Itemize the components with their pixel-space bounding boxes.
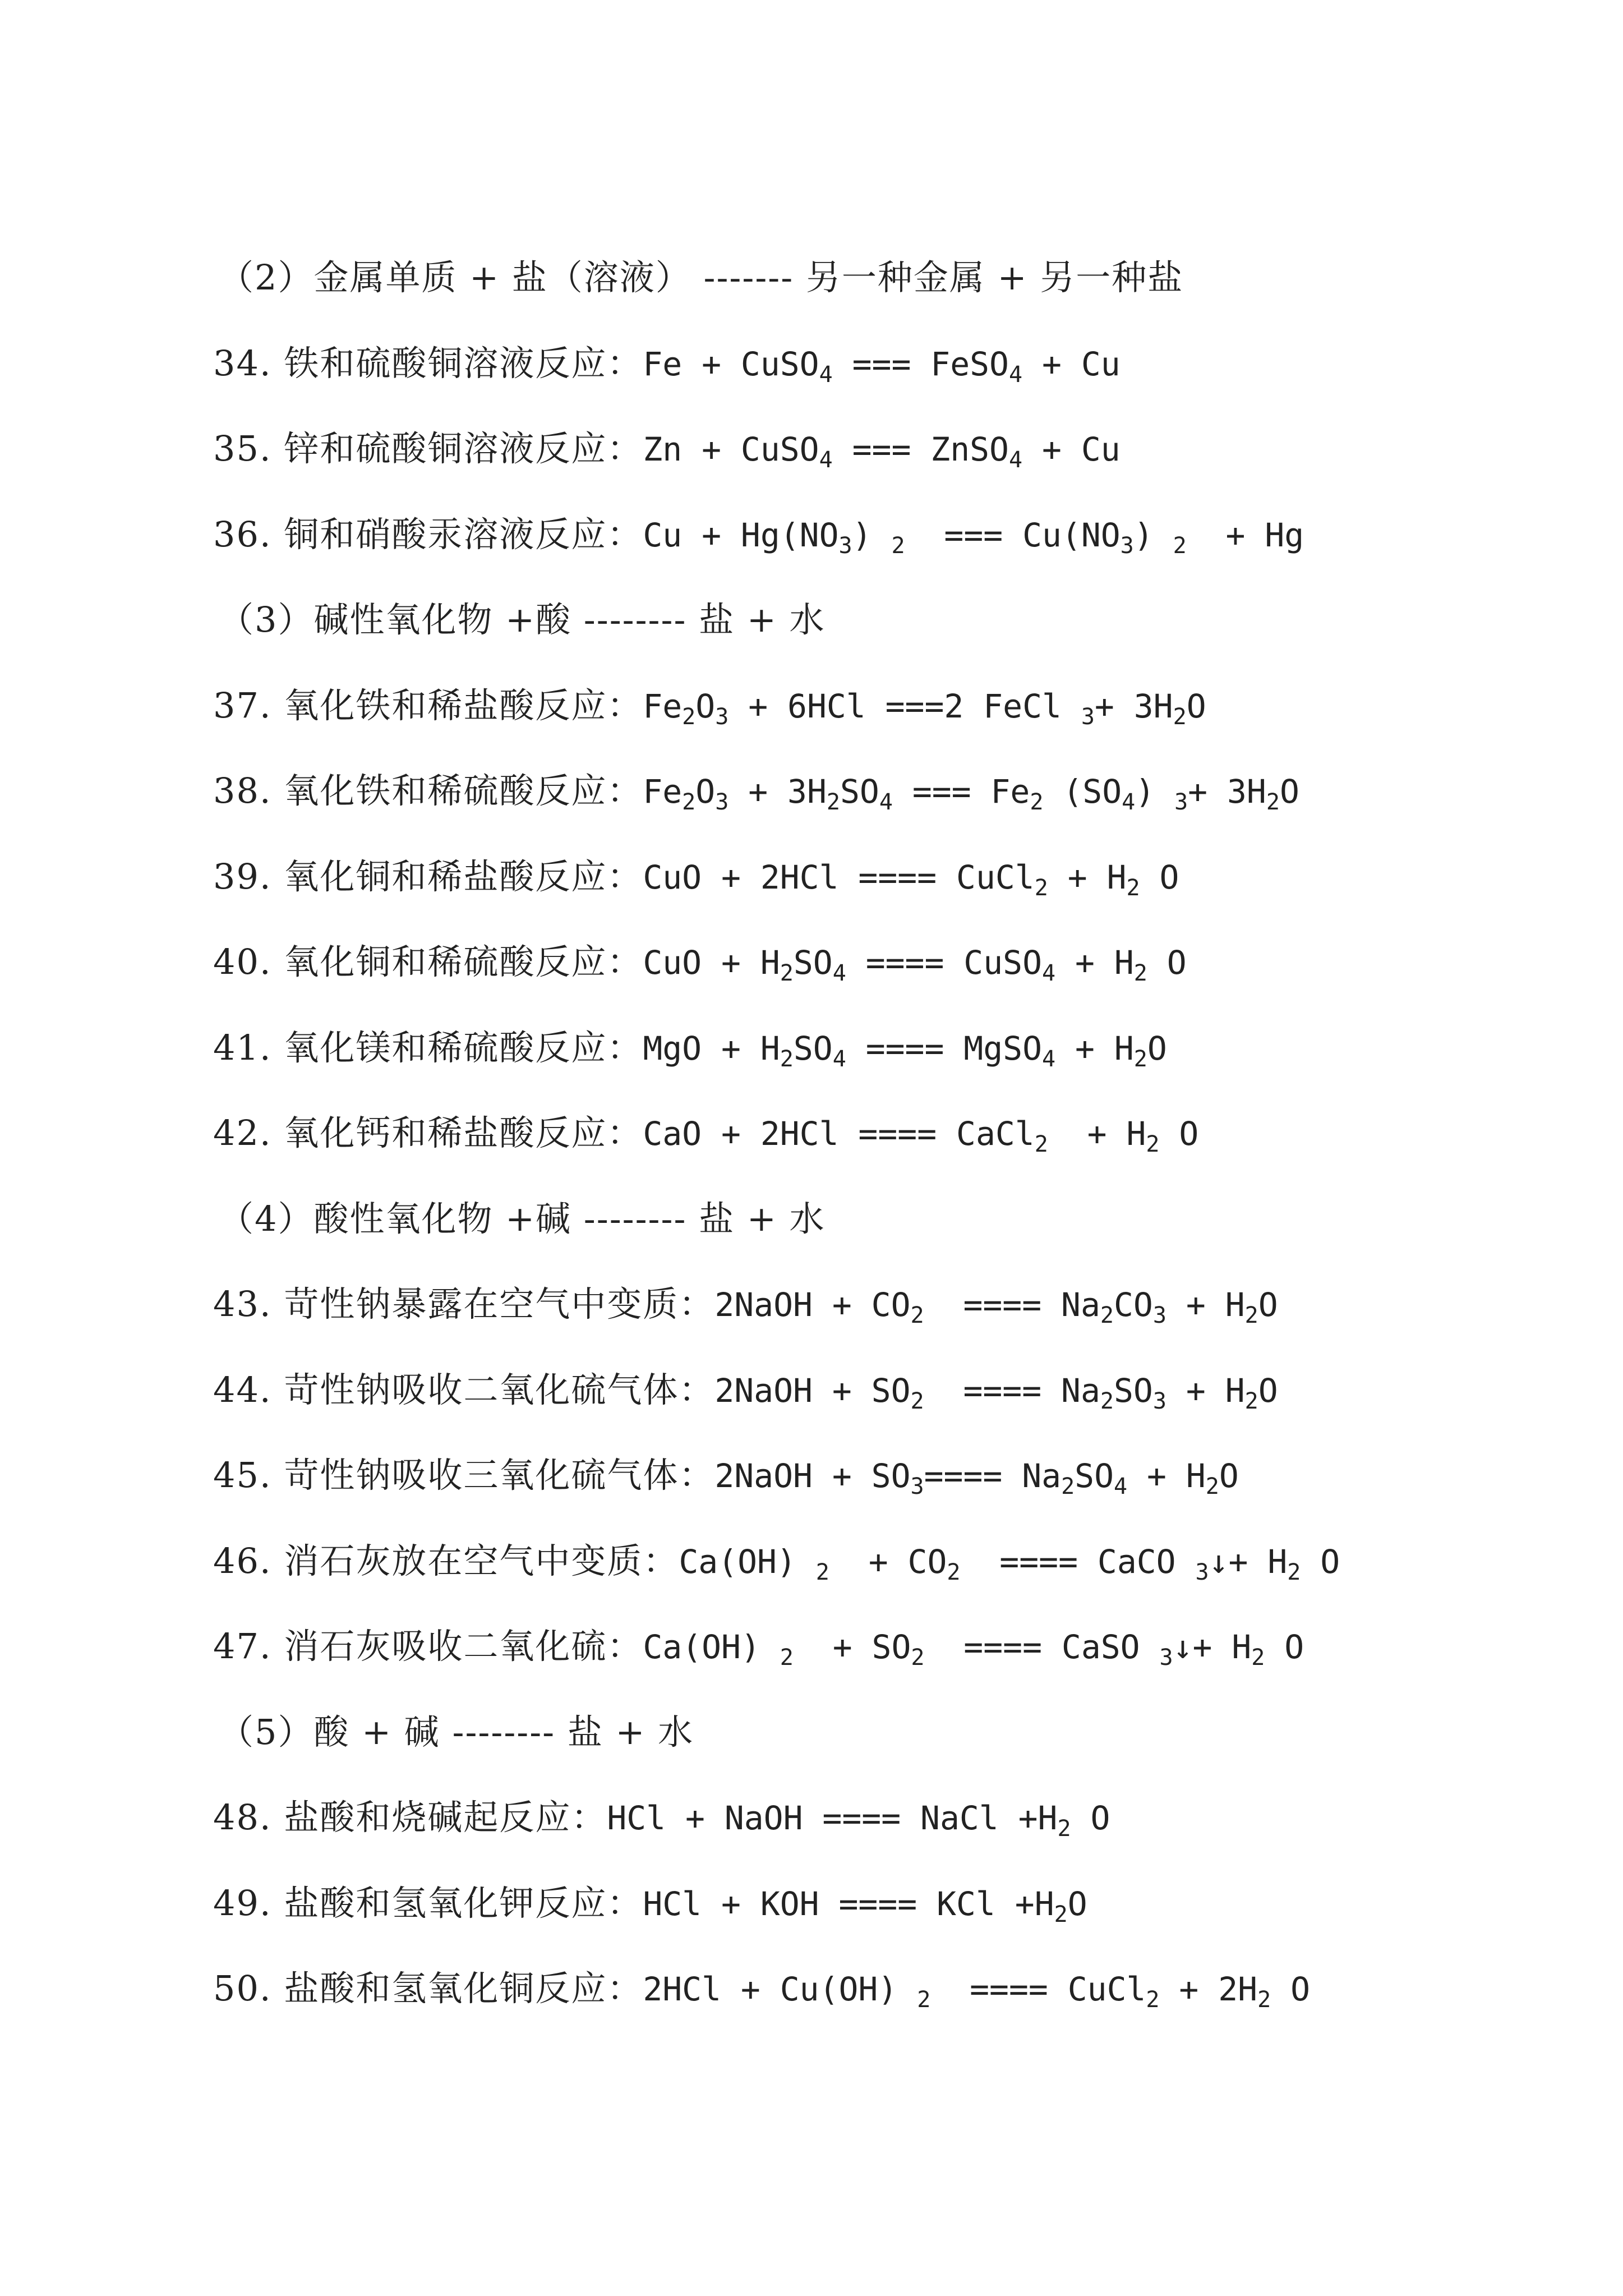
chemical-formula: Zn + CuSO$_4$ === ZnSO$_4$ + Cu bbox=[643, 430, 1121, 473]
chemical-formula: $Cu + Hg(NO_3)$ $_2$ === $Cu(NO_3) _2 + Hg$ bbox=[643, 516, 1304, 559]
chemical-formula: CuO + 2HCl ==== CuCl$_2$ + $H_2$ O bbox=[643, 858, 1179, 901]
reaction-label: 消石灰吸收二氧化硫： bbox=[284, 1626, 643, 1667]
chemical-formula: 2NaOH + $SO_3==== Na_2SO_4 + H_2O$ bbox=[714, 1457, 1239, 1499]
reaction-label: 盐酸和氢氧化铜反应： bbox=[284, 1968, 643, 2009]
reaction-label: 盐酸和氢氧化钾反应： bbox=[284, 1883, 643, 1924]
equation-line bbox=[213, 760, 1299, 822]
chemical-formula: 2NaOH + $SO_2$ ==== $Na_2SO_3 + H_2O$ bbox=[714, 1372, 1278, 1414]
item-number: 46. bbox=[213, 1540, 284, 1581]
reaction-label: 消石灰放在空气中变质： bbox=[284, 1540, 679, 1581]
equation-line bbox=[213, 1273, 1278, 1335]
equation-line bbox=[213, 1872, 1087, 1934]
chemical-formula: $Fe_2O_3 + 6HCl ===2$ FeCl $_3+ 3H_2O$ bbox=[643, 687, 1206, 730]
item-number: 35. bbox=[213, 428, 284, 469]
equation-line bbox=[213, 1102, 1198, 1164]
reaction-label: 氧化铁和稀硫酸反应： bbox=[284, 770, 643, 811]
reaction-label: 锌和硫酸铜溶液反应： bbox=[284, 428, 643, 469]
reaction-label: 氧化镁和稀硫酸反应： bbox=[284, 1027, 643, 1068]
chemical-formula: 2NaOH + $CO_2$ ==== $Na_2CO_3 + H_2O$ bbox=[714, 1286, 1278, 1328]
item-number: 38. bbox=[213, 770, 284, 811]
chemical-formula: CuO + $H_2SO_4$ ==== CuSO$_4$ + $H_2$ O bbox=[643, 944, 1187, 986]
chemical-formula: HCl + KOH ==== KCl $+H_2O$ bbox=[643, 1885, 1087, 1927]
item-number: 36. bbox=[213, 514, 284, 555]
chemical-formula: 2HCl + Cu(OH) $_2$ ==== CuCl$_2$ + $2H_2$ O bbox=[643, 1970, 1311, 2013]
chemical-formula: HCl + NaOH ==== NaCl $+H_2$ O bbox=[607, 1799, 1110, 1842]
equation-line bbox=[213, 931, 1187, 993]
item-number: 50. bbox=[213, 1968, 284, 2009]
equation-line bbox=[213, 675, 1206, 737]
item-number: 41. bbox=[213, 1027, 284, 1068]
reaction-label: 盐酸和烧碱起反应： bbox=[284, 1797, 607, 1838]
chemical-formula: $Fe_2O_3 + 3H_2SO_4$ === $Fe_2$ $(SO_4)$ $_3+ 3H_2O$ bbox=[643, 772, 1299, 815]
item-number: 40. bbox=[213, 941, 284, 982]
chemical-formula: Fe + CuSO$_4$ === FeSO$_4$ + Cu bbox=[643, 345, 1121, 388]
item-number: 37. bbox=[213, 685, 284, 726]
item-number: 34. bbox=[213, 343, 284, 384]
section-heading: （4）酸性氧化物 +碱 -------- 盐 + 水 bbox=[219, 1198, 826, 1239]
equation-line bbox=[213, 1958, 1310, 2019]
reaction-label: 氧化铜和稀盐酸反应： bbox=[284, 856, 643, 897]
reaction-label: 苛性钠吸收三氧化硫气体： bbox=[284, 1455, 715, 1496]
item-number: 43. bbox=[213, 1283, 284, 1324]
item-number: 47. bbox=[213, 1626, 284, 1667]
item-number: 48. bbox=[213, 1797, 284, 1838]
chemical-formula: CaO + 2HCl ==== CaCl$_2$ + $H_2$ O bbox=[643, 1115, 1199, 1157]
item-number: 44. bbox=[213, 1369, 284, 1410]
item-number: 45. bbox=[213, 1455, 284, 1496]
item-number: 39. bbox=[213, 856, 284, 897]
equation-line bbox=[213, 418, 1121, 480]
reaction-label: 氧化铁和稀盐酸反应： bbox=[284, 685, 643, 726]
reaction-label: 氧化钙和稀盐酸反应： bbox=[284, 1112, 643, 1153]
section-heading: （2）金属单质 + 盐（溶液） ------- 另一种金属 + 另一种盐 bbox=[219, 257, 1184, 298]
equation-line bbox=[213, 1359, 1278, 1421]
equation-line bbox=[213, 1616, 1304, 1677]
equation-line bbox=[213, 1787, 1110, 1848]
equation-line bbox=[213, 504, 1304, 565]
chemical-formula: Ca(OH) $_2 + CO_2$ ==== CaCO $_3$↓+ $H_2$ O bbox=[679, 1543, 1340, 1585]
chemical-formula: Ca(OH) $_2 + SO_2$ ==== CaSO $_3$↓+ $H_2$ O bbox=[643, 1628, 1304, 1671]
reaction-label: 铁和硫酸铜溶液反应： bbox=[284, 343, 643, 384]
reaction-label: 苛性钠暴露在空气中变质： bbox=[284, 1283, 715, 1324]
item-number: 49. bbox=[213, 1883, 284, 1924]
reaction-label: 氧化铜和稀硫酸反应： bbox=[284, 941, 643, 982]
reaction-label: 苛性钠吸收二氧化硫气体： bbox=[284, 1369, 715, 1410]
item-number: 42. bbox=[213, 1112, 284, 1153]
equation-line bbox=[213, 1530, 1340, 1592]
equation-line bbox=[213, 1017, 1167, 1079]
equation-line bbox=[213, 846, 1179, 908]
chemical-formula: MgO + $H_2SO_4$ ==== MgSO$_4$ + $H_2O$ bbox=[643, 1029, 1167, 1072]
section-heading: （5）酸 + 碱 -------- 盐 + 水 bbox=[219, 1711, 694, 1752]
equation-line bbox=[213, 333, 1121, 394]
reaction-label: 铜和硝酸汞溶液反应： bbox=[284, 514, 643, 555]
section-heading: （3）碱性氧化物 +酸 -------- 盐 + 水 bbox=[219, 599, 826, 640]
equation-line bbox=[213, 1444, 1239, 1506]
